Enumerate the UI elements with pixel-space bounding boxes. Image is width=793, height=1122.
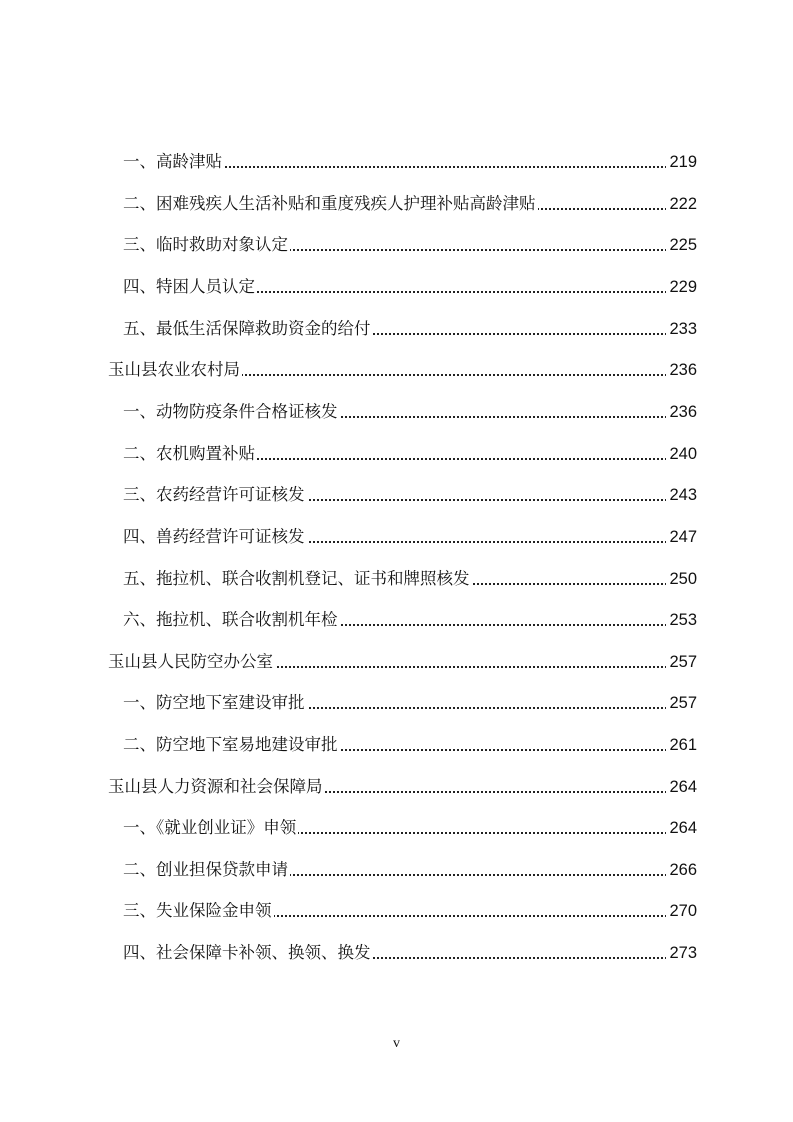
toc-entry[interactable] <box>0 149 793 175</box>
toc-entry-page: 257 <box>666 690 697 716</box>
toc-entry-title: 四、社会保障卡补领、换领、换发 <box>123 940 373 966</box>
toc-entry-page: 240 <box>666 441 697 467</box>
toc-entry-title: 二、防空地下室易地建设审批 <box>123 732 340 758</box>
toc-entry-page: 270 <box>666 898 697 924</box>
toc-entry-title: 一、高龄津贴 <box>123 149 224 175</box>
toc-entry-page: 222 <box>666 191 697 217</box>
toc-entry[interactable] <box>0 524 793 550</box>
toc-entry-page: 264 <box>666 815 697 841</box>
toc-entry-title: 二、农机购置补贴 <box>123 441 257 467</box>
toc-entry-page: 219 <box>666 149 697 175</box>
toc-entry-title: 二、创业担保贷款申请 <box>123 857 290 883</box>
toc-entry[interactable] <box>0 566 793 592</box>
toc-entry-title: 二、困难残疾人生活补贴和重度残疾人护理补贴高龄津贴 <box>123 191 538 217</box>
toc-entry-page: 247 <box>666 524 697 550</box>
toc-entry[interactable] <box>0 607 793 633</box>
toc-entry-title: 五、拖拉机、联合收割机登记、证书和牌照核发 <box>123 566 472 592</box>
toc-section-title: 玉山县人民防空办公室 <box>108 649 275 675</box>
toc-entry[interactable] <box>0 690 793 716</box>
page-number: v <box>393 1036 400 1051</box>
toc-entry[interactable] <box>0 898 793 924</box>
toc-entry-title: 一、动物防疫条件合格证核发 <box>123 399 340 425</box>
toc-entry[interactable] <box>0 232 793 258</box>
toc-section-title: 玉山县农业农村局 <box>108 357 242 383</box>
toc-entry[interactable] <box>0 482 793 508</box>
toc-entry-page: 225 <box>666 232 697 258</box>
toc-entry-title: 四、特困人员认定 <box>123 274 257 300</box>
toc-entry-page: 261 <box>666 732 697 758</box>
toc-entry-title: 三、失业保险金申领 <box>123 898 274 924</box>
toc-entry[interactable] <box>0 399 793 425</box>
toc-entry[interactable] <box>0 857 793 883</box>
toc-entry-title: 四、兽药经营许可证核发 <box>123 524 307 550</box>
toc-entry-title: 一、防空地下室建设审批 <box>123 690 307 716</box>
toc-entry[interactable] <box>0 441 793 467</box>
toc-entry[interactable] <box>0 191 793 217</box>
toc-entry-page: 243 <box>666 482 697 508</box>
toc-entry-page: 273 <box>666 940 697 966</box>
toc-entry-title: 三、临时救助对象认定 <box>123 232 290 258</box>
toc-entry-page: 253 <box>666 607 697 633</box>
toc-entry[interactable] <box>0 274 793 300</box>
toc-entry-page: 236 <box>666 357 697 383</box>
toc-entry-page: 233 <box>666 316 697 342</box>
toc-section-entry[interactable] <box>0 357 793 383</box>
toc-entry-page: 264 <box>666 774 697 800</box>
toc-entry-page: 250 <box>666 566 697 592</box>
toc-entry[interactable] <box>0 732 793 758</box>
toc-entry-title: 一、《就业创业证》申领 <box>123 815 298 841</box>
toc-entry-title: 六、拖拉机、联合收割机年检 <box>123 607 340 633</box>
toc-entry-page: 236 <box>666 399 697 425</box>
toc-section-entry[interactable] <box>0 649 793 675</box>
toc-entry[interactable] <box>0 815 793 841</box>
toc-entry[interactable] <box>0 940 793 966</box>
toc-entry-page: 266 <box>666 857 697 883</box>
toc-entry[interactable] <box>0 316 793 342</box>
toc-section-entry[interactable] <box>0 774 793 800</box>
toc-section-title: 玉山县人力资源和社会保障局 <box>108 774 325 800</box>
toc-entry-title: 五、最低生活保障救助资金的给付 <box>123 316 373 342</box>
toc-entry-title: 三、农药经营许可证核发 <box>123 482 307 508</box>
toc-entry-page: 257 <box>666 649 697 675</box>
toc-entry-page: 229 <box>666 274 697 300</box>
